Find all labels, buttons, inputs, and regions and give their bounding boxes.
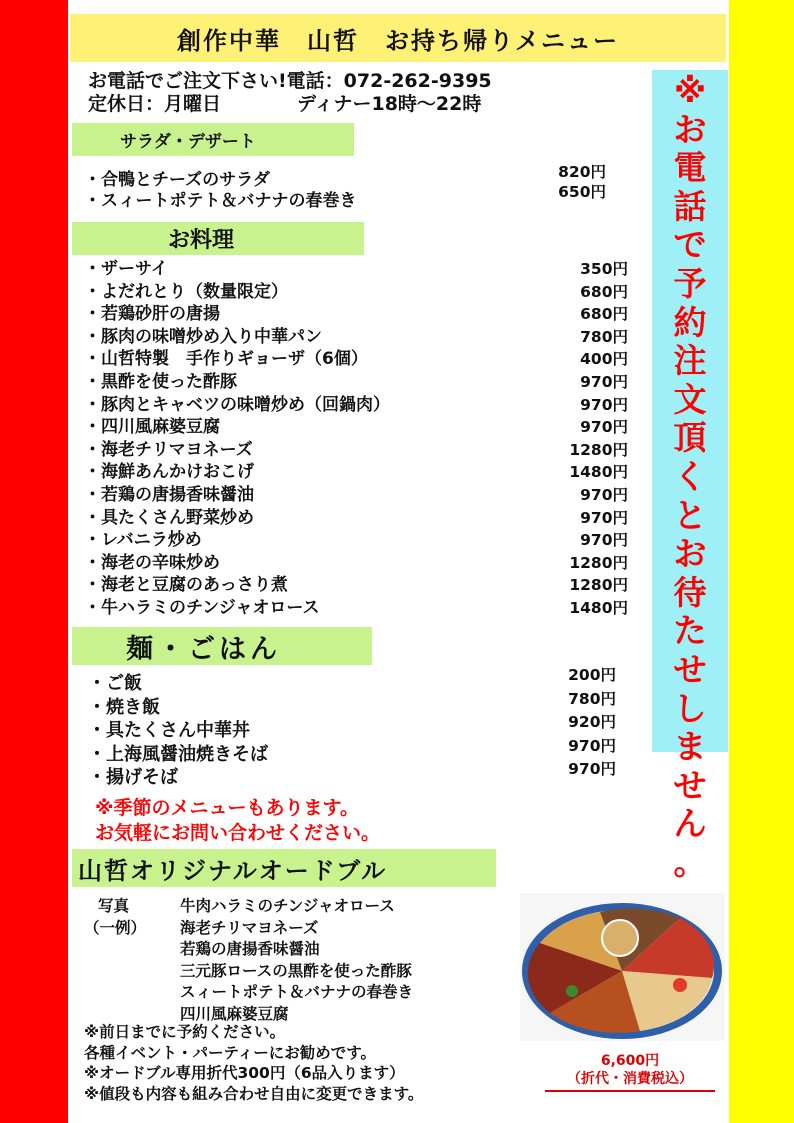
menu-price: 780円 <box>568 689 616 708</box>
menu-price: 970円 <box>580 372 628 391</box>
menu-price: 680円 <box>580 305 628 324</box>
platter-price-value: 6,600円 <box>600 1053 660 1069</box>
menu-price: 680円 <box>580 282 628 301</box>
menu-item: ・若鶏砂肝の唐揚 <box>84 304 220 325</box>
menu-item: ・海老の辛味炒め <box>84 552 220 573</box>
hors-item: 海老チリマヨネーズ <box>180 918 319 937</box>
salad-list <box>84 170 357 212</box>
noodles-prices <box>540 664 616 782</box>
menu-item: ・山哲特製 手作りギョーザ（6個） <box>84 349 368 370</box>
menu-item: ・上海風醤油焼きそば <box>88 743 268 765</box>
menu-item: ・揚げそば <box>88 767 178 788</box>
dishes-prices <box>556 258 628 620</box>
footer-note: ※オードブル専用折代300円（6品入ります） <box>84 1064 405 1082</box>
right-yellow-band <box>729 0 794 1123</box>
notice-char: 頂 <box>673 418 707 458</box>
salad-heading: サラダ・デザート <box>72 123 354 156</box>
hors-list <box>180 896 413 1025</box>
notice-char: た <box>673 611 707 651</box>
menu-price: 1280円 <box>569 440 628 459</box>
hors-heading: 山哲オリジナルオードブル <box>72 849 496 887</box>
menu-price: 350円 <box>580 260 628 278</box>
notice-char: 注 <box>673 341 707 381</box>
menu-price: 970円 <box>580 531 628 550</box>
hors-item: 三元豚ロースの黒酢を使った酢豚 <box>180 961 412 980</box>
notice-char: 約 <box>673 302 707 342</box>
menu-price: 400円 <box>580 350 628 369</box>
notice-char: お <box>673 109 707 149</box>
notice-char: せ <box>673 649 707 689</box>
menu-price: 970円 <box>580 418 628 437</box>
notice-char: 予 <box>673 263 707 303</box>
menu-item: ・焼き飯 <box>88 696 160 718</box>
menu-item: ・豚肉の味噌炒め入り中華パン <box>84 326 322 347</box>
menu-item: ・海鮮あんかけおこげ <box>84 462 254 483</box>
menu-price: 1280円 <box>569 576 628 595</box>
hors-item: 若鶏の唐揚香味醤油 <box>180 940 320 958</box>
noodles-heading: 麺・ごはん <box>72 627 372 665</box>
photo-label-line2: （一例） <box>84 918 147 937</box>
seasonal-note-line2: お気軽にお問い合わせください。 <box>95 822 381 844</box>
menu-item: ・ご飯 <box>88 673 142 694</box>
notice-char: く <box>673 456 707 496</box>
menu-price: 780円 <box>580 327 628 346</box>
notice-char: お <box>673 534 707 574</box>
left-red-band <box>0 0 68 1123</box>
notice-char: せ <box>673 765 707 805</box>
menu-item: ・具たくさん野菜炒め <box>84 507 254 528</box>
footer-notes <box>84 1022 423 1104</box>
menu-item: ・スィートポテト＆バナナの春巻き <box>84 191 357 211</box>
menu-item: ・牛ハラミのチンジャオロース <box>84 597 320 618</box>
notice-char: 電 <box>673 148 707 188</box>
menu-price: 970円 <box>580 508 628 527</box>
menu-price: 200円 <box>568 666 616 684</box>
menu-price: 1280円 <box>569 553 628 572</box>
menu-item: ・レバニラ炒め <box>84 530 202 551</box>
hors-item: 四川風麻婆豆腐 <box>180 1004 289 1023</box>
notice-char: ※ <box>673 71 707 110</box>
notice-char: 。 <box>673 842 707 882</box>
menu-price: 970円 <box>568 736 616 755</box>
seasonal-note <box>95 796 380 846</box>
notice-char: と <box>673 495 707 535</box>
salad-prices <box>540 162 606 202</box>
notice-char: で <box>673 225 707 265</box>
menu-item: ・具たくさん中華丼 <box>88 720 250 741</box>
reservation-notice <box>652 70 728 882</box>
menu-item: ・よだれとり（数量限定） <box>84 281 288 302</box>
menu-item: ・ザーサイ <box>84 259 168 279</box>
notice-char: ま <box>673 727 707 767</box>
notice-char: 話 <box>673 186 707 226</box>
menu-price: 1480円 <box>569 463 628 482</box>
menu-price: 970円 <box>568 760 616 778</box>
menu-price: 970円 <box>580 395 628 414</box>
seasonal-note-line1: ※季節のメニューもあります。 <box>95 797 359 819</box>
menu-item: ・豚肉とキャベツの味噌炒め（回鍋肉） <box>84 394 390 415</box>
platter-price <box>550 1052 710 1088</box>
dishes-heading: お料理 <box>72 222 364 255</box>
menu-price: 970円 <box>580 485 628 504</box>
footer-note: 各種イベント・パーティーにお勧めです。 <box>84 1043 377 1062</box>
menu-item: ・若鶏の唐揚香味醤油 <box>84 484 254 505</box>
menu-price: 920円 <box>568 713 616 731</box>
footer-note: ※値段も内容も組み合わせ自由に変更できます。 <box>84 1084 424 1103</box>
menu-item: ・合鴨とチーズのサラダ <box>84 170 270 190</box>
notice-char: 待 <box>673 572 707 612</box>
platter-photo <box>520 893 725 1041</box>
noodles-list <box>88 672 268 790</box>
menu-title: 創作中華 山哲 お持ち帰りメニュー <box>70 14 726 62</box>
hors-item: 牛肉ハラミのチンジャオロース <box>180 897 395 915</box>
platter-price-note: （折代・消費税込） <box>567 1071 693 1087</box>
menu-item: ・四川風麻婆豆腐 <box>84 417 220 438</box>
contact-info <box>88 70 492 116</box>
notice-char: ん <box>673 804 707 844</box>
hours-line: 定休日：月曜日 ディナー18時～22時 <box>88 93 482 115</box>
notice-char: 文 <box>673 379 707 419</box>
photo-label <box>84 896 146 939</box>
menu-price: 650円 <box>558 183 606 201</box>
menu-item: ・海老と豆腐のあっさり煮 <box>84 575 288 596</box>
menu-item: ・黒酢を使った酢豚 <box>84 371 237 392</box>
menu-price: 820円 <box>558 163 606 181</box>
menu-item: ・海老チリマヨネーズ <box>84 439 253 460</box>
menu-price: 1480円 <box>569 598 628 617</box>
phone-line: お電話でご注文下さい!電話：072-262-9395 <box>88 70 492 92</box>
photo-label-line1: 写真 <box>98 897 130 915</box>
dishes-list <box>84 258 390 620</box>
hors-item: スィートポテト＆バナナの春巻き <box>180 983 413 1001</box>
price-underline <box>545 1090 715 1092</box>
notice-char: し <box>673 688 707 728</box>
footer-note: ※前日までに予約ください。 <box>84 1023 286 1041</box>
